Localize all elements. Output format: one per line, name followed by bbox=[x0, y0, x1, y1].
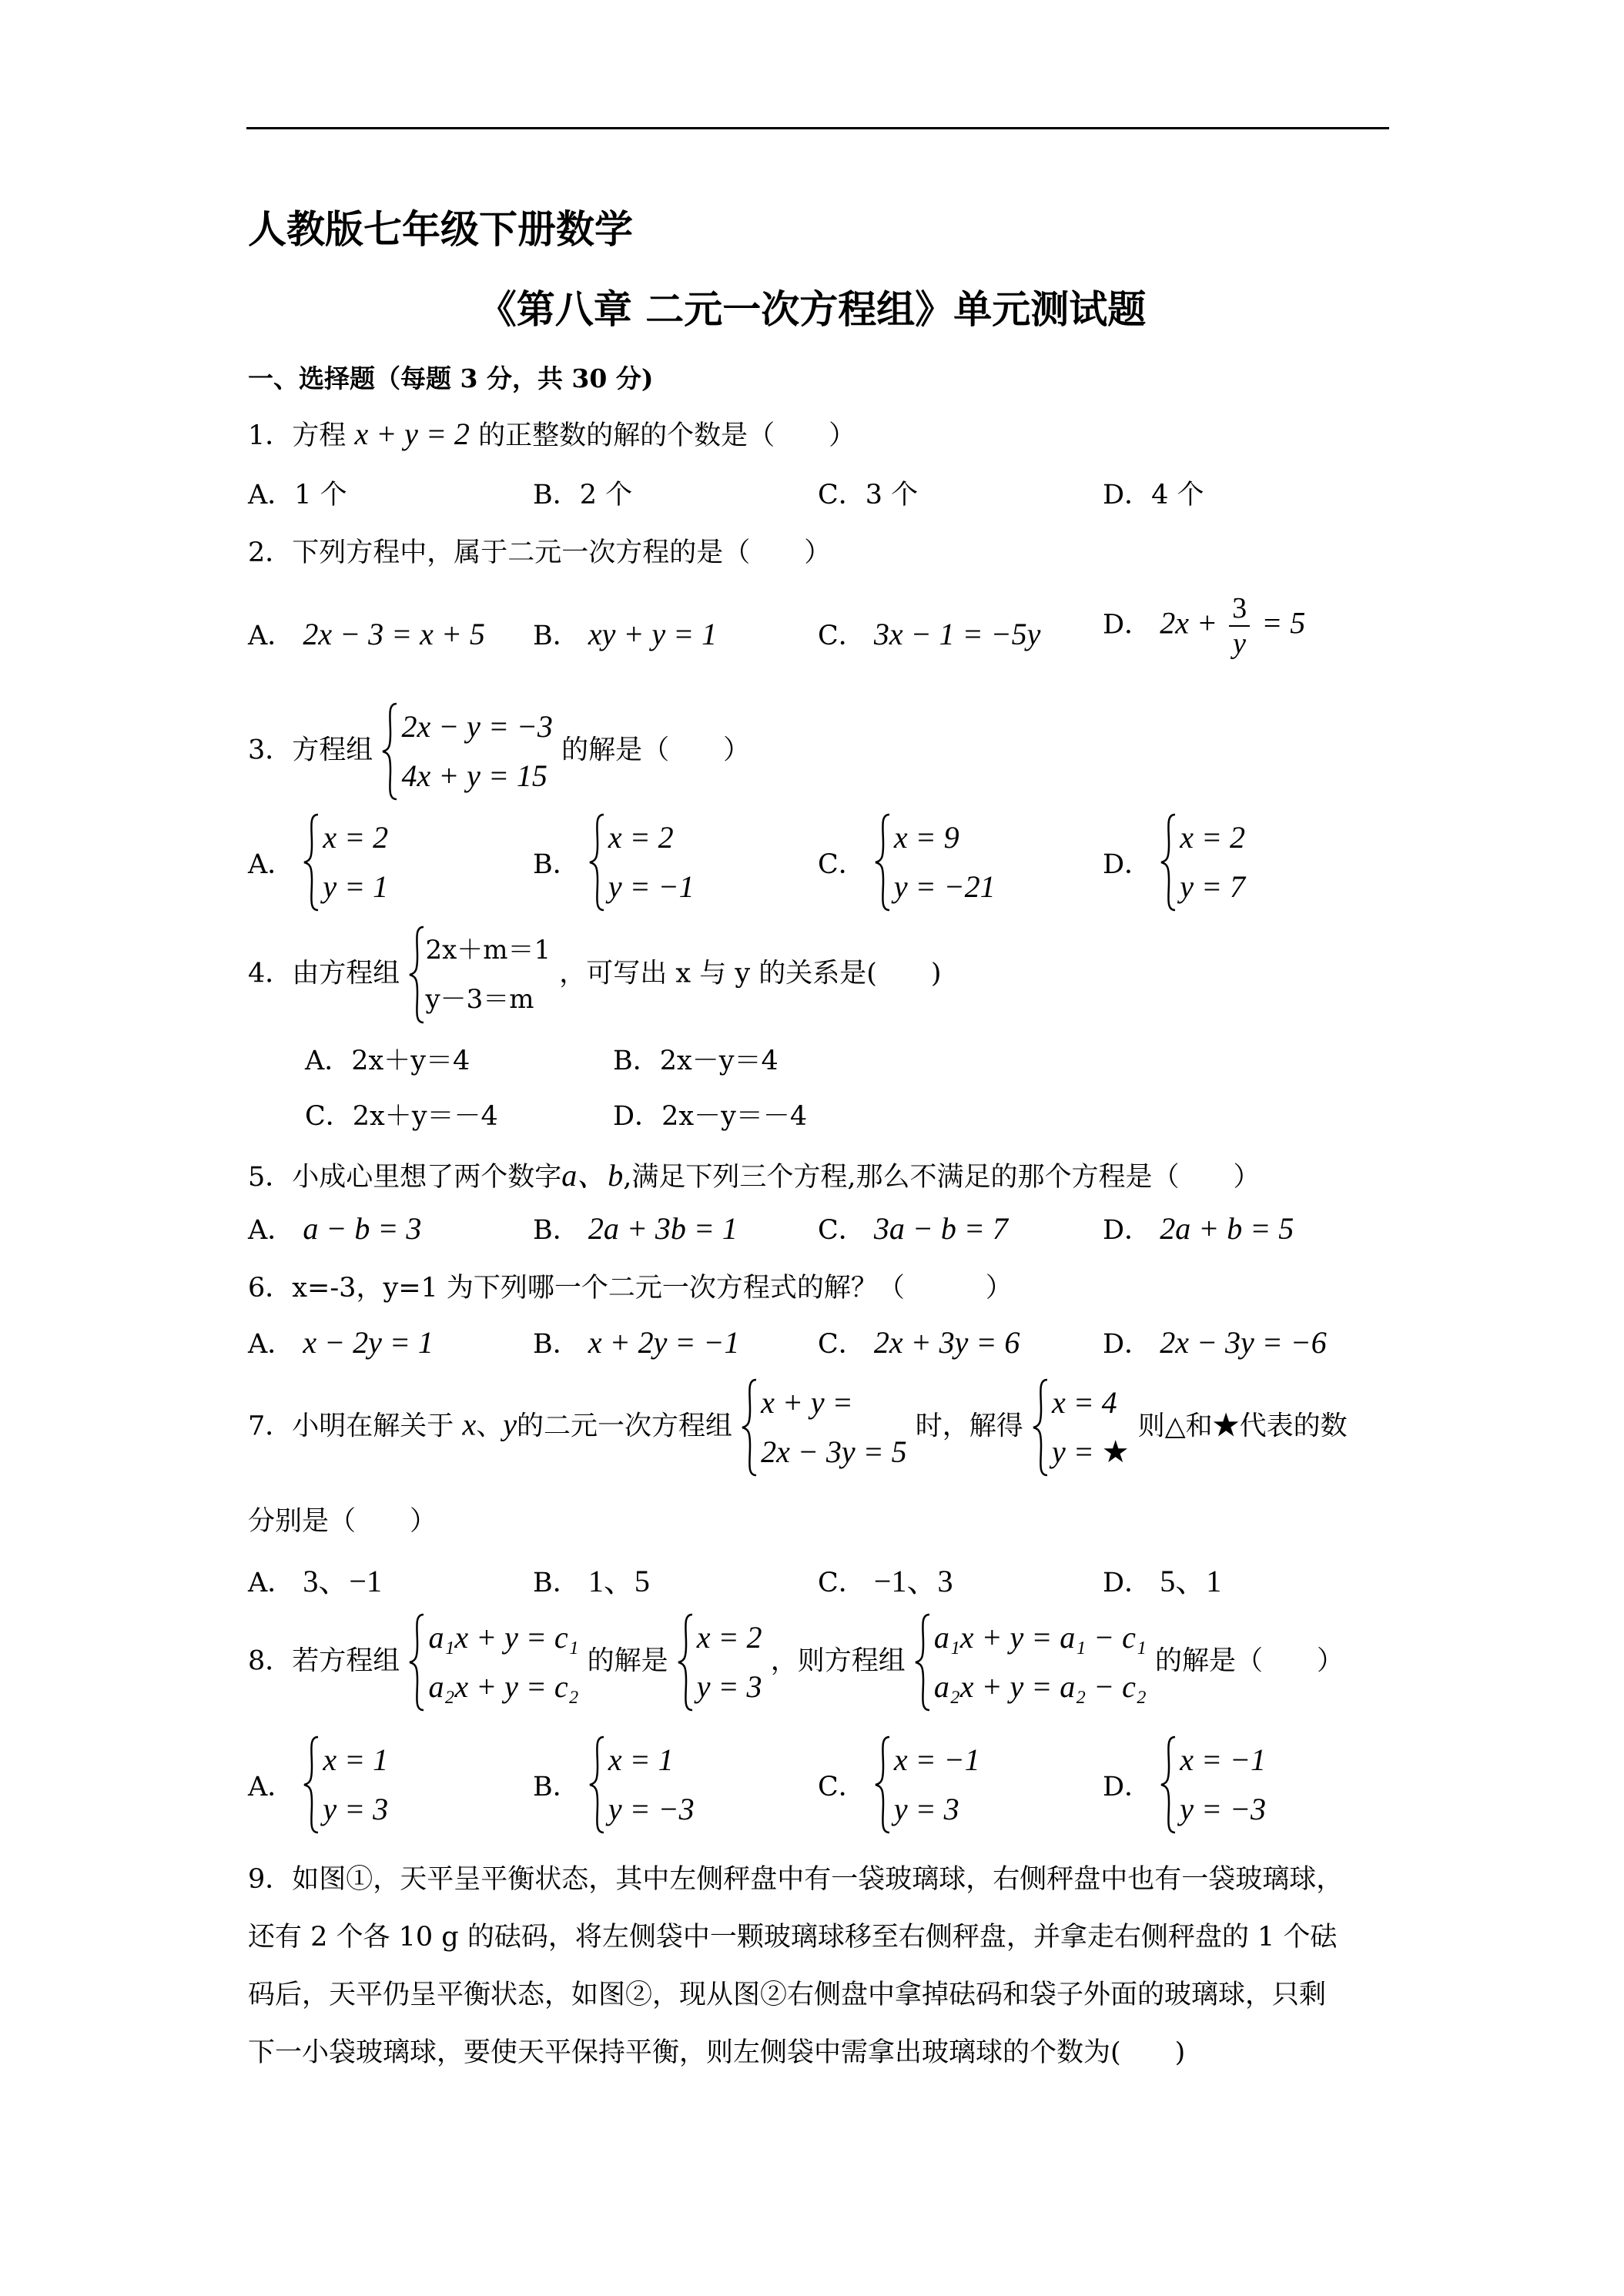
question-9-line: 下一小袋玻璃球，要使天平保持平衡，则左侧袋中需拿出玻璃球的个数为( ) bbox=[248, 2037, 1186, 2068]
question-6: 6．x=-3，y=1 为下列哪一个二元一次方程式的解？（ ） bbox=[248, 1273, 1013, 1304]
question-7-continued: 分别是（ ） bbox=[248, 1506, 437, 1537]
option-a: A． a − b = 3 bbox=[248, 1211, 422, 1246]
star-icon: ★ bbox=[1101, 1434, 1130, 1469]
header-rule bbox=[246, 127, 1389, 129]
question-4: 4．由方程组 2x＋m＝1 y－3＝m ，可写出 x 与 y 的关系是( ) bbox=[248, 925, 942, 1024]
option-b: B． x = 2 y = −1 bbox=[533, 813, 695, 912]
option-b: B． 1、5 bbox=[533, 1564, 650, 1598]
option-c: C． 2x + 3y = 6 bbox=[818, 1325, 1020, 1360]
equation-system: a₁x + y = c₁ a₂x + y = c₂ bbox=[408, 1613, 578, 1712]
brace-icon bbox=[381, 702, 400, 801]
option-c: C． −1、3 bbox=[818, 1564, 953, 1598]
brace-icon bbox=[1032, 1378, 1050, 1477]
brace-icon bbox=[1160, 813, 1178, 912]
equation: x + y = 2 bbox=[354, 417, 470, 451]
question-number: 1． bbox=[248, 420, 293, 451]
brace-icon bbox=[1160, 1735, 1178, 1834]
brace-icon bbox=[408, 1613, 427, 1712]
question-1: 1．方程 x + y = 2 的正整数的解的个数是（ ） bbox=[248, 417, 856, 451]
question-3: 3．方程组 2x − y = −3 4x + y = 15 的解是（ ） bbox=[248, 702, 750, 801]
option-c: C．2x＋y＝－4 bbox=[305, 1101, 498, 1132]
question-9-line: 还有 2 个各 10 g 的砝码，将左侧袋中一颗玻璃球移至右侧秤盘，并拿走右侧秤盘的 1 个砝 bbox=[248, 1922, 1338, 1953]
question-2: 2．下列方程中，属于二元一次方程的是（ ） bbox=[248, 537, 832, 568]
fraction: $\frac{3}{y}$ bbox=[1229, 591, 1250, 661]
option-d: D． x = 2 y = 7 bbox=[1103, 813, 1245, 912]
section-heading: 一、选择题（每题 3 分，共 30 分) bbox=[248, 363, 654, 393]
solution-system: x = 4 y = ★ bbox=[1032, 1378, 1130, 1477]
option-d: D． x = −1 y = −3 bbox=[1103, 1735, 1266, 1834]
brace-icon bbox=[914, 1613, 933, 1712]
option-d: D．4 个 bbox=[1103, 480, 1204, 510]
question-8: 8．若方程组 a₁x + y = c₁ a₂x + y = c₂ 的解是 x = 2 y = 3 ，则方程组 a₁x + y = a₁ − c₁ a₂x + y = a₂ − c₂ 的解是（ ） bbox=[248, 1613, 1344, 1712]
equation-system: 2x＋m＝1 y－3＝m bbox=[408, 925, 551, 1024]
brace-icon bbox=[303, 813, 321, 912]
option-a: A．1 个 bbox=[248, 480, 347, 510]
brace-icon bbox=[874, 813, 892, 912]
option-b: B．2x－y＝4 bbox=[613, 1046, 779, 1076]
brace-icon bbox=[677, 1613, 695, 1712]
equation-system: 2x − y = −3 4x + y = 15 bbox=[381, 702, 552, 801]
option-a: A． x = 2 y = 1 bbox=[248, 813, 388, 912]
option-a: A． x = 1 y = 3 bbox=[248, 1735, 388, 1834]
option-b: B．2 个 bbox=[533, 480, 633, 510]
test-title: 《第八章 二元一次方程组》单元测试题 bbox=[477, 286, 1147, 332]
option-c: C． 3x − 1 = −5y bbox=[818, 617, 1041, 651]
option-b: B． xy + y = 1 bbox=[533, 617, 718, 651]
solution-system: x = 2 y = 3 bbox=[677, 1613, 762, 1712]
brace-icon bbox=[874, 1735, 892, 1834]
brace-icon bbox=[741, 1378, 759, 1477]
option-a: A． 2x − 3 = x + 5 bbox=[248, 617, 485, 651]
option-a: A．2x＋y＝4 bbox=[305, 1046, 470, 1076]
brace-icon bbox=[588, 1735, 607, 1834]
option-b: B． 2a + 3b = 1 bbox=[533, 1211, 738, 1246]
option-b: B． x + 2y = −1 bbox=[533, 1325, 740, 1360]
textbook-title: 人教版七年级下册数学 bbox=[248, 206, 633, 252]
option-b: B． x = 1 y = −3 bbox=[533, 1735, 695, 1834]
option-d: D． 5、1 bbox=[1103, 1564, 1222, 1598]
brace-icon bbox=[303, 1735, 321, 1834]
brace-icon bbox=[408, 925, 427, 1024]
brace-icon bbox=[588, 813, 607, 912]
option-c: C．3 个 bbox=[818, 480, 919, 510]
question-9-line: 9．如图①，天平呈平衡状态，其中左侧秤盘中有一袋玻璃球，右侧秤盘中也有一袋玻璃球， bbox=[248, 1864, 1344, 1895]
option-a: A． x − 2y = 1 bbox=[248, 1325, 434, 1360]
option-d: D． 2a + b = 5 bbox=[1103, 1211, 1294, 1246]
option-a: A． 3、−1 bbox=[248, 1564, 382, 1598]
question-9-line: 码后，天平仍呈平衡状态，如图②，现从图②右侧盘中拿掉砝码和袋子外面的玻璃球，只剩 bbox=[248, 1980, 1327, 2010]
option-d: D． 2x + $\frac{3}{y}$ = 5 bbox=[1103, 592, 1306, 660]
option-c: C． 3a − b = 7 bbox=[818, 1211, 1008, 1246]
option-c: C． x = 9 y = −21 bbox=[818, 813, 996, 912]
option-d: D．2x－y＝－4 bbox=[613, 1101, 808, 1132]
question-7: 7．小明在解关于 x、y的二元一次方程组 x + y = 2x − 3y = 5 时，解得 x = 4 y = ★ 则△和★代表的数 bbox=[248, 1378, 1348, 1477]
equation-system: x + y = 2x − 3y = 5 bbox=[741, 1378, 907, 1477]
question-5: 5．小成心里想了两个数字a、b,满足下列三个方程,那么不满足的那个方程是（ ） bbox=[248, 1158, 1261, 1193]
option-d: D． 2x − 3y = −6 bbox=[1103, 1325, 1327, 1360]
equation-system: a₁x + y = a₁ − c₁ a₂x + y = a₂ − c₂ bbox=[914, 1613, 1147, 1712]
option-c: C． x = −1 y = 3 bbox=[818, 1735, 980, 1834]
